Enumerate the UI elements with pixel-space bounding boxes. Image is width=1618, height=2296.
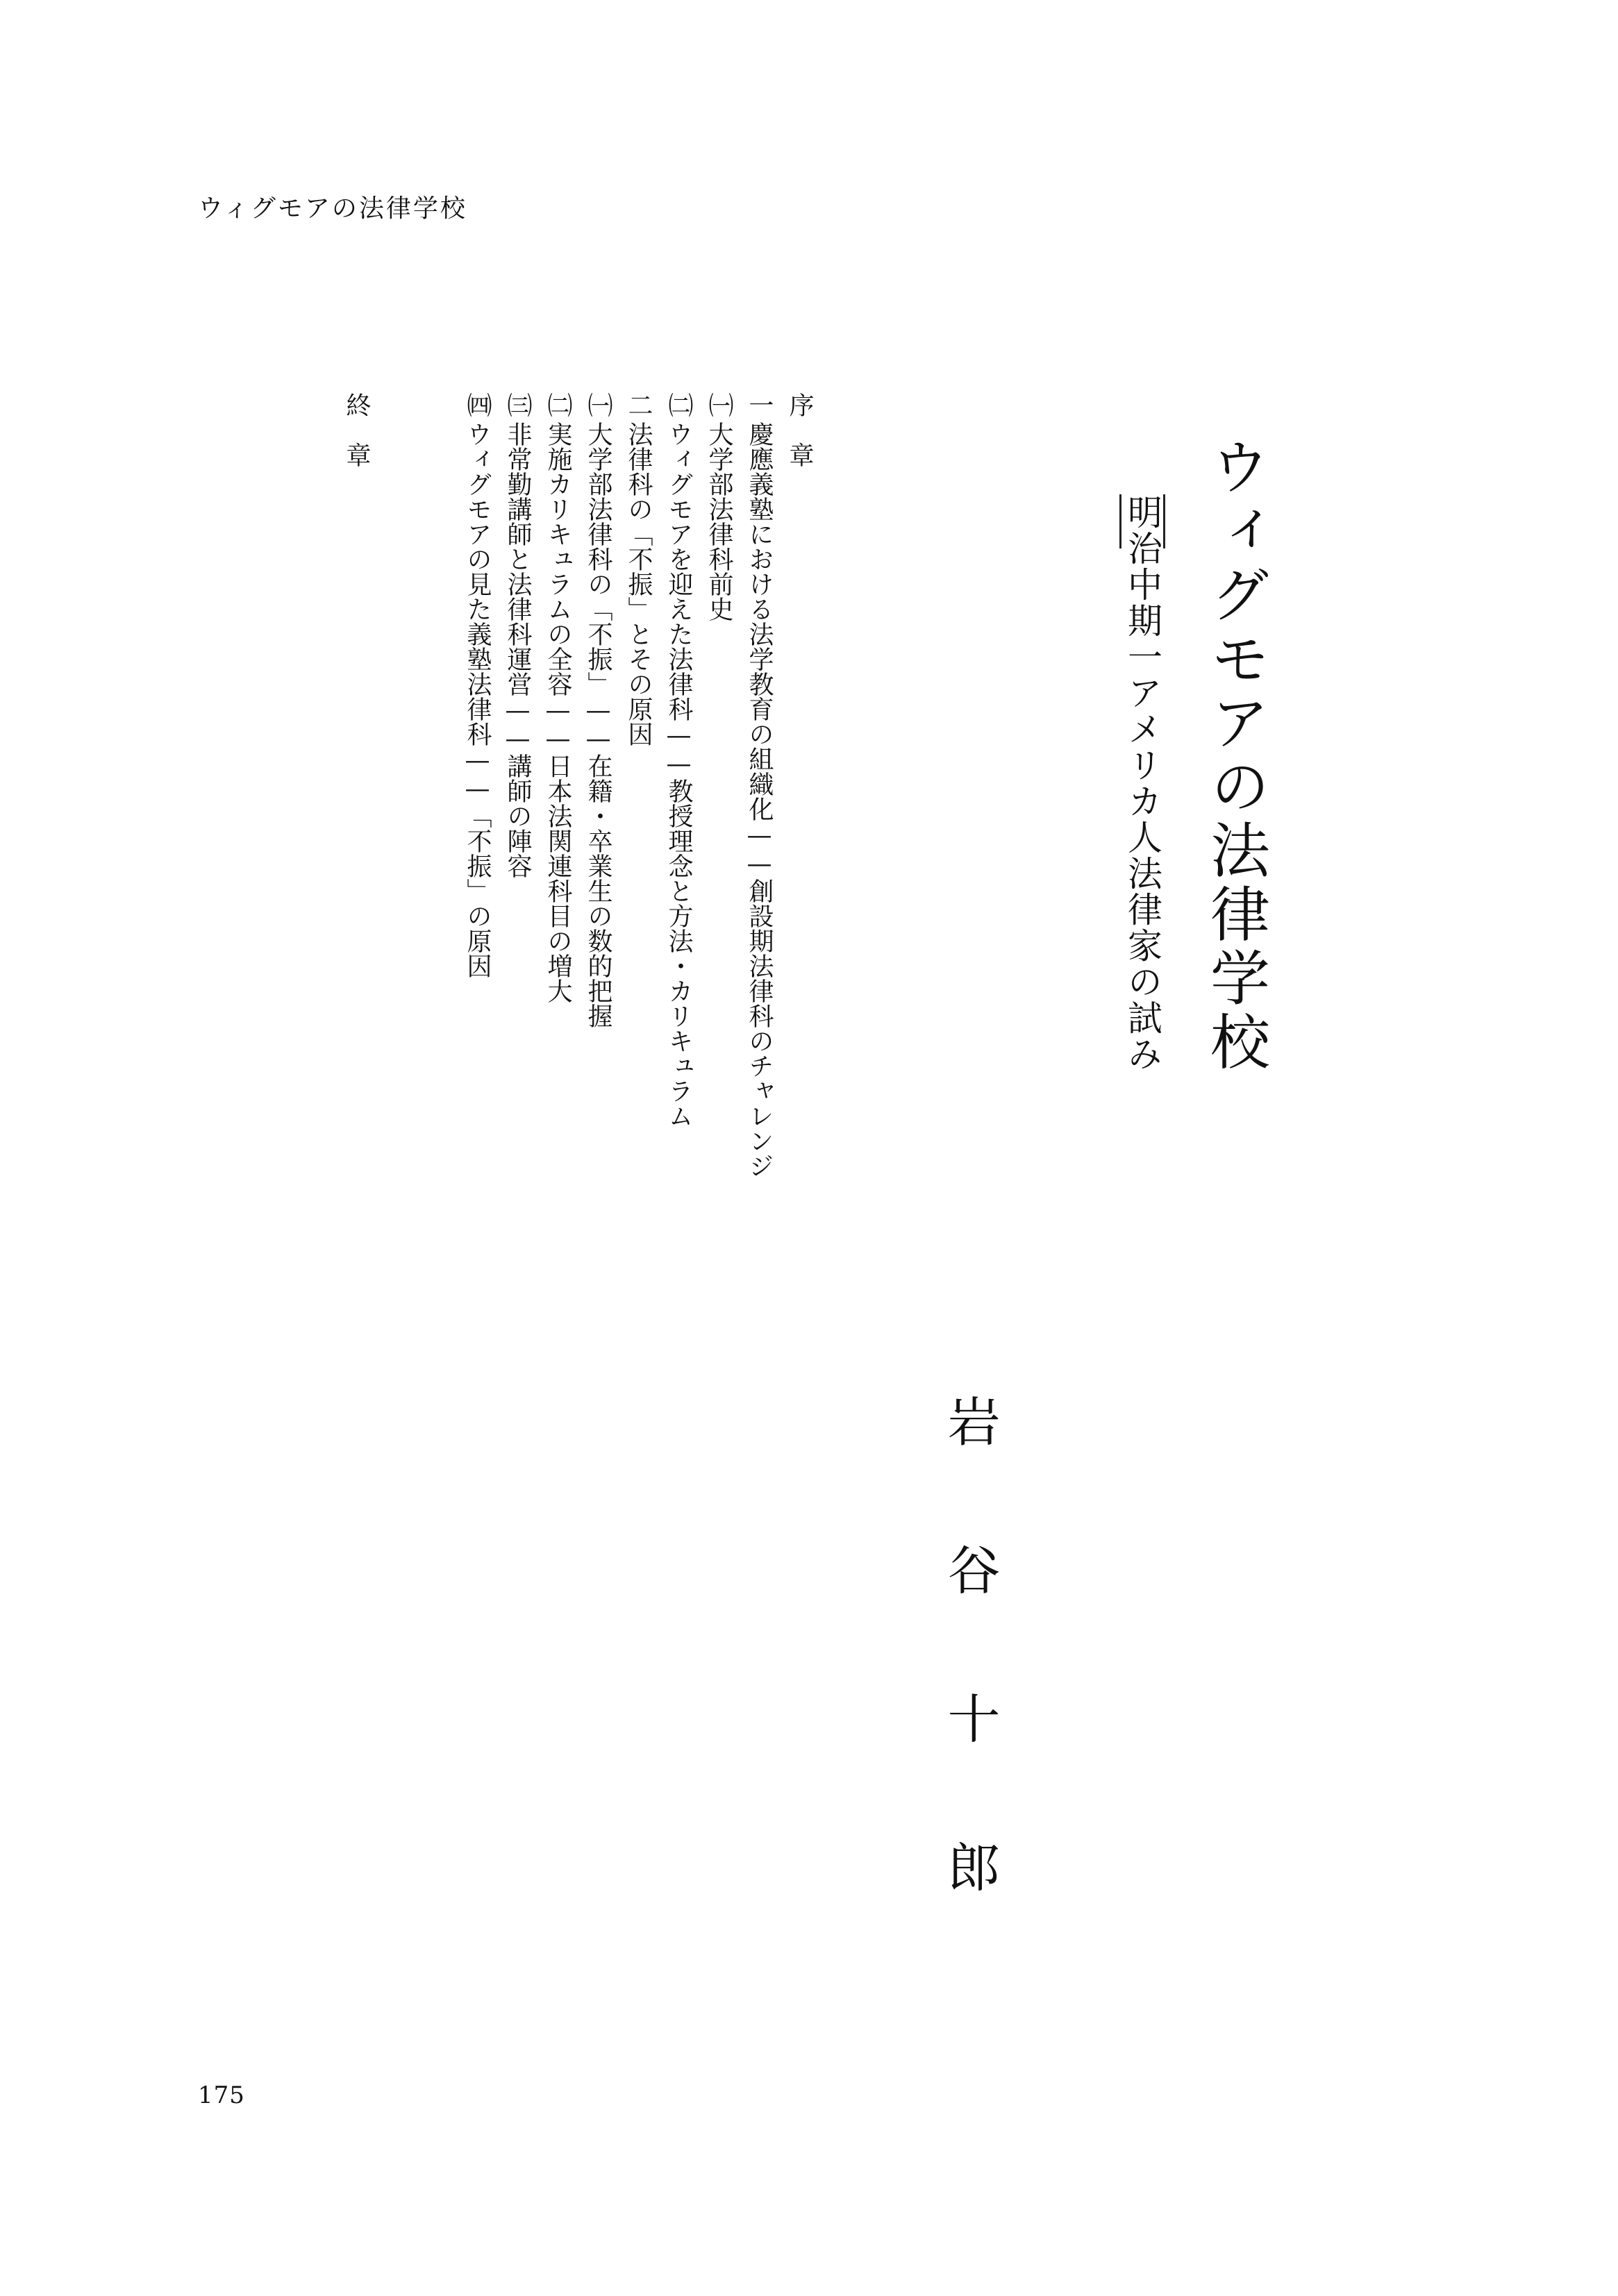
toc-marker: ㈣ <box>463 392 492 421</box>
author-name: 岩谷十郎 <box>939 1394 1001 1988</box>
toc-text: 終 章 <box>342 392 371 467</box>
toc-text: 非常勤講師と法律科運営——講師の陣容 <box>503 421 532 878</box>
toc-text: 大学部法律科の「不振」——在籍・卒業生の数的把握 <box>584 421 612 1028</box>
toc-text: ウィグモアの見た義塾法律科——「不振」の原因 <box>463 421 492 978</box>
toc-entry <box>457 392 497 1434</box>
toc-entry <box>739 392 779 1434</box>
running-header: ウィグモアの法律学校 <box>198 194 467 223</box>
toc-marker: ㈡ <box>544 392 572 421</box>
toc-marker: ㈠ <box>584 392 612 421</box>
toc-entry <box>578 392 618 1434</box>
toc-text: 法律科の「不振」とその原因 <box>624 421 653 746</box>
toc-entry <box>376 392 417 1434</box>
toc-entry <box>779 392 819 1434</box>
table-of-contents <box>340 392 819 1434</box>
page-number: 175 <box>198 2081 245 2109</box>
toc-text: 実施カリキュラムの全容——日本法関連科目の増大 <box>544 421 572 1003</box>
subtitle: 明治中期一アメリカ人法律家の試み <box>1122 494 1162 1072</box>
toc-marker: ㈢ <box>503 392 532 421</box>
subtitle-rule-bottom <box>1119 494 1121 548</box>
toc-marker: ㈡ <box>665 392 693 421</box>
toc-marker: ㈠ <box>705 392 733 421</box>
toc-text: 序 章 <box>785 392 814 467</box>
toc-entry <box>417 392 457 1434</box>
toc-entry <box>537 392 578 1434</box>
toc-text: 慶應義塾における法学教育の組織化——創設期法律科のチャレンジ <box>745 421 774 1178</box>
subtitle-block <box>1124 494 1165 1072</box>
toc-entry <box>699 392 739 1434</box>
toc-entry <box>336 392 376 1434</box>
toc-text: 大学部法律科前史 <box>705 421 733 621</box>
toc-entry <box>658 392 699 1434</box>
toc-text: ウィグモアを迎えた法律科——教授理念と方法・カリキュラム <box>665 421 693 1128</box>
book-title: ウィグモアの法律学校 <box>1200 436 1269 1075</box>
toc-marker: 一 <box>745 392 774 421</box>
toc-marker: 二 <box>624 392 653 421</box>
toc-entry <box>497 392 537 1434</box>
toc-entry <box>618 392 658 1434</box>
subtitle-rule-top <box>1163 494 1165 548</box>
